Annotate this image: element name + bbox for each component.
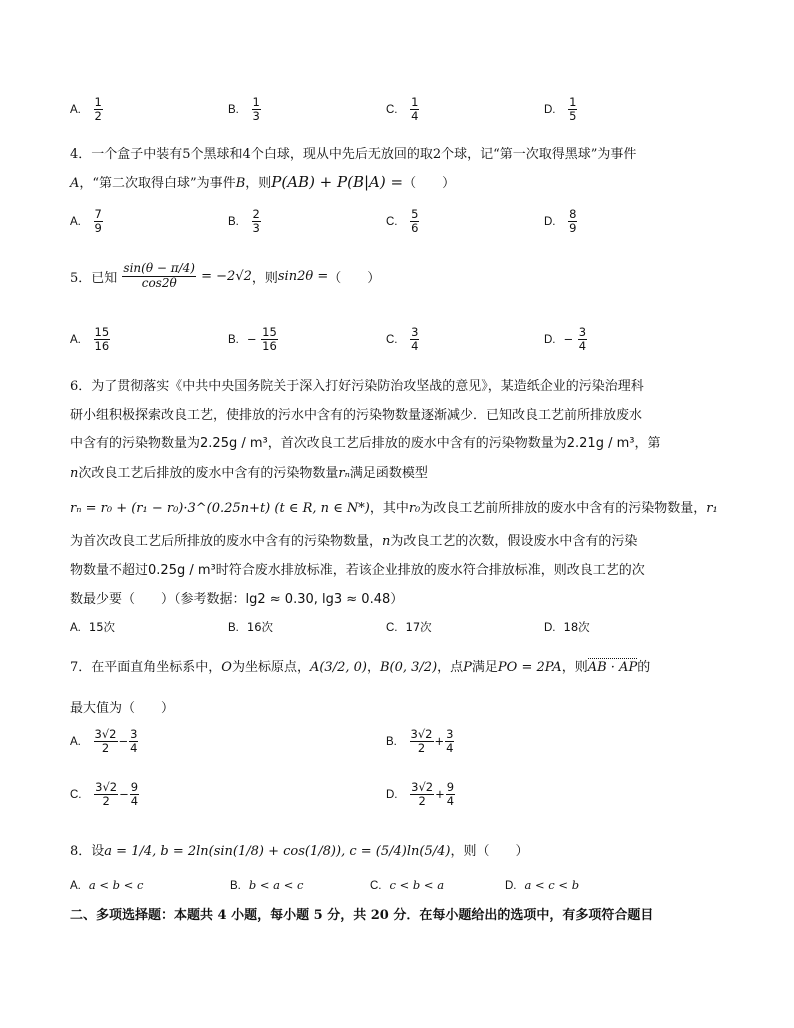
q4-stem-line2: A，“第二次取得白球”为事件B，则P(AB) + P(B|A) =（ ） [70,173,456,191]
q8-option-c: C. c < b < a [370,878,445,892]
q7-stem-line1: 7．在平面直角坐标系中，O为坐标原点，A(3/2, 0)，B(0, 3/2)，点P满足PO = 2PA，则AB · AP的 [70,660,651,675]
q4-option-b: B. $\frac{2}{3}$ [228,207,260,236]
q6-line7: 物数量不超过0.25g / m³时符合废水排放标准，若该企业排放的废水符合排放标准，则改良工艺的次 [70,563,645,578]
q7-option-b: B. $\frac{3√2}{2}$ + $\frac{3}{4}$ [386,727,454,756]
q4-option-a: A. $\frac{7}{9}$ [70,207,102,236]
q4-option-d: D. $\frac{8}{9}$ [544,207,577,236]
q5-option-c: C. $\frac{3}{4}$ [386,325,419,354]
q8-option-b: B. b < a < c [230,878,304,892]
q3-option-a: A. $\frac{1}{2}$ [70,95,102,124]
q3-option-d: D. $\frac{1}{5}$ [544,95,577,124]
q7-option-d: D. $\frac{3√2}{2}$ + $\frac{9}{4}$ [386,780,455,809]
q5-option-b: B. − $\frac{15}{16}$ [228,325,277,354]
q7-stem-line2: 最大值为（ ） [70,701,175,716]
q6-line4: n次改良工艺后排放的废水中含有的污染物数量rₙ满足函数模型 [70,466,428,481]
q6-line5: rₙ = r₀ + (r₁ − r₀)·3^(0.25n+t) (t ∈ R, n ∈ N*)，其中r₀为改良工艺前所排放的废水中含有的污染物数量，r₁ [70,501,718,516]
q6-option-c: C. 17次 [386,620,432,634]
q8-option-a: A. a < b < c [70,878,144,892]
q6-line6: 为首次改良工艺后所排放的废水中含有的污染物数量，n为改良工艺的次数，假设废水中含有的污染 [70,534,638,549]
q8-option-d: D. a < c < b [505,878,580,892]
q6-line8: 数最少要（ ）（参考数据：lg2 ≈ 0.30, lg3 ≈ 0.48） [70,592,404,607]
section-2-heading: 二、多项选择题：本题共 4 小题，每小题 5 分，共 20 分．在每小题给出的选项中，有多项符合题目 [70,908,654,923]
q8-stem: 8．设a = 1/4, b = 2ln(sin(1/8) + cos(1/8)), c = (5/4)ln(5/4)，则（ ） [70,844,529,859]
q6-line1: 6．为了贯彻落实《中共中央国务院关于深入打好污染防治攻坚战的意见》，某造纸企业的污染治理科 [70,379,644,394]
q6-line2: 研小组积极探索改良工艺，使排放的污水中含有的污染物数量逐渐减少．已知改良工艺前所排放废水 [70,408,643,423]
q6-option-a: A. 15次 [70,620,116,634]
q3-option-c: C. $\frac{1}{4}$ [386,95,419,124]
q4-stem-line1: 4．一个盒子中装有5个黑球和4个白球，现从中先后无放回的取2个球，记“第一次取得黑球”为事件 [70,147,637,162]
q7-option-a: A. $\frac{3√2}{2}$ − $\frac{3}{4}$ [70,727,138,756]
q5-option-d: D. − $\frac{3}{4}$ [544,325,587,354]
q6-option-b: B. 16次 [228,620,274,634]
q4-option-c: C. $\frac{5}{6}$ [386,207,419,236]
q5-option-a: A. $\frac{15}{16}$ [70,325,110,354]
q6-line3: 中含有的污染物数量为2.25g / m³，首次改良工艺后排放的废水中含有的污染物数量为2.21g / m³，第 [70,436,661,451]
q5-stem: 5．已知 $\frac{\sin(\theta - \pi/4)}{\cos 2\theta}$ = −2√2，则sin2θ =（ ） [70,261,381,290]
q7-option-c: C. $\frac{3√2}{2}$ − $\frac{9}{4}$ [70,780,139,809]
q6-option-d: D. 18次 [544,620,590,634]
q3-option-b: B. $\frac{1}{3}$ [228,95,260,124]
